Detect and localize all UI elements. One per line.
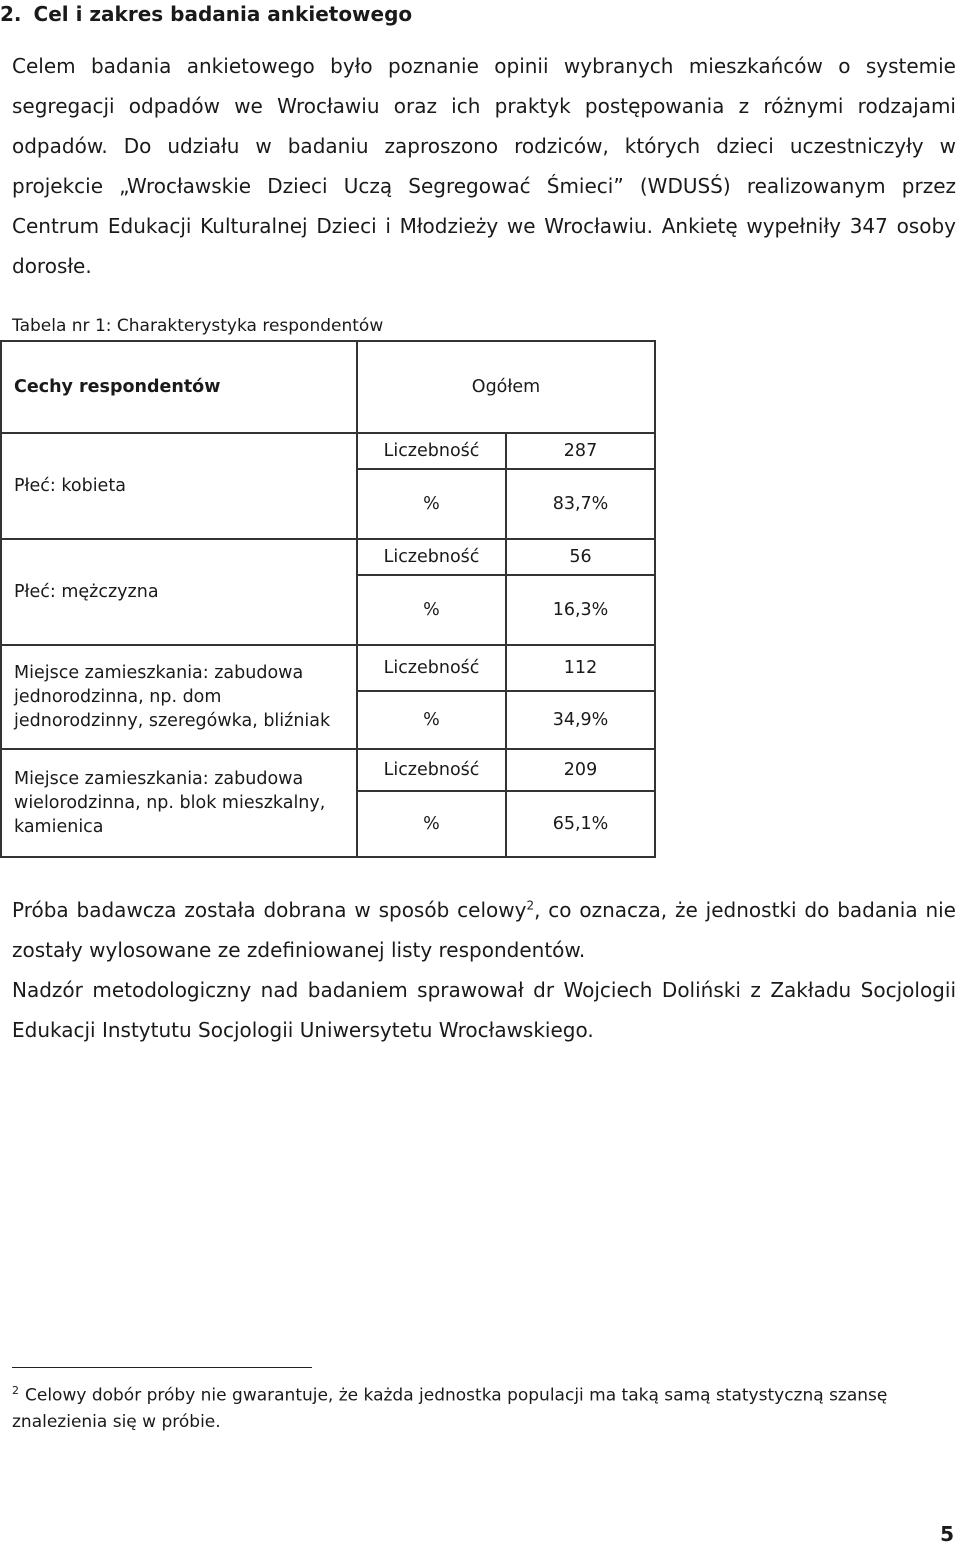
intro-paragraph: Celem badania ankietowego było poznanie opinii wybranych mieszkańców o systemie segregacji odpadów we Wrocławiu oraz ich praktyk postępowania z różnymi rodzajami odpadów. Do udziału w badaniu zaproszono rodziców, których dzieci uczestniczyły w projekcie „Wrocławskie Dzieci Uczą Segregować Śmieci” (WDUSŚ) realizowanym przez Centrum Edukacji Kulturalnej Dzieci i Młodzieży we Wrocławiu. Ankietę wypełniły 347 osoby dorosłe.	[12, 54, 956, 278]
sample-text-after: , co oznacza, że jednostki do badania nie zostały wylosowane ze zdefiniowanej listy respondentów.	[12, 898, 956, 962]
table-row	[1, 645, 655, 691]
table-row	[1, 539, 655, 575]
section-number: 2.	[0, 2, 22, 26]
row-value: 65,1%	[506, 791, 655, 857]
row-value: 112	[506, 645, 655, 691]
row-label-single-family: Miejsce zamieszkania: zabudowa jednorodzinna, np. dom jednorodzinny, szeregówka, bliźniak	[1, 645, 357, 749]
header-feature: Cechy respondentów	[1, 341, 357, 433]
sample-paragraph	[12, 890, 956, 970]
footnote-reference[interactable]: 2	[526, 898, 535, 913]
row-label-female: Płeć: kobieta	[1, 433, 357, 539]
row-label-male: Płeć: mężczyzna	[1, 539, 357, 645]
row-value: 209	[506, 749, 655, 791]
header-total: Ogółem	[357, 341, 655, 433]
respondents-table	[0, 340, 656, 858]
table-row	[1, 749, 655, 791]
row-value: 287	[506, 433, 655, 469]
table-header-row	[1, 341, 655, 433]
row-type: %	[357, 691, 506, 749]
row-value: 16,3%	[506, 575, 655, 645]
page-number: 5	[940, 1522, 954, 1546]
footnote	[12, 1378, 942, 1435]
section-heading	[0, 0, 960, 30]
section-title: Cel i zakres badania ankietowego	[33, 2, 413, 26]
row-type: %	[357, 791, 506, 857]
row-value: 34,9%	[506, 691, 655, 749]
row-type: Liczebność	[357, 645, 506, 691]
sample-text-before: Próba badawcza została dobrana w sposób celowy	[12, 898, 527, 922]
row-type: Liczebność	[357, 539, 506, 575]
row-type: %	[357, 469, 506, 539]
supervision-paragraph: Nadzór metodologiczny nad badaniem sprawował dr Wojciech Doliński z Zakładu Socjologii Edukacji Instytutu Socjologii Uniwersytetu Wrocławskiego.	[12, 978, 956, 1042]
row-type: Liczebność	[357, 749, 506, 791]
table-caption: Tabela nr 1: Charakterystyka respondentów	[12, 316, 384, 336]
row-value: 56	[506, 539, 655, 575]
table-row	[1, 433, 655, 469]
footnote-divider	[12, 1367, 312, 1368]
footnote-marker: 2	[12, 1384, 19, 1397]
row-type: %	[357, 575, 506, 645]
row-value: 83,7%	[506, 469, 655, 539]
row-label-multi-family: Miejsce zamieszkania: zabudowa wielorodzinna, np. blok mieszkalny, kamienica	[1, 749, 357, 857]
row-type: Liczebność	[357, 433, 506, 469]
footnote-text: Celowy dobór próby nie gwarantuje, że każda jednostka populacji ma taką samą statystyczną szansę znalezienia się w próbie.	[12, 1385, 888, 1432]
